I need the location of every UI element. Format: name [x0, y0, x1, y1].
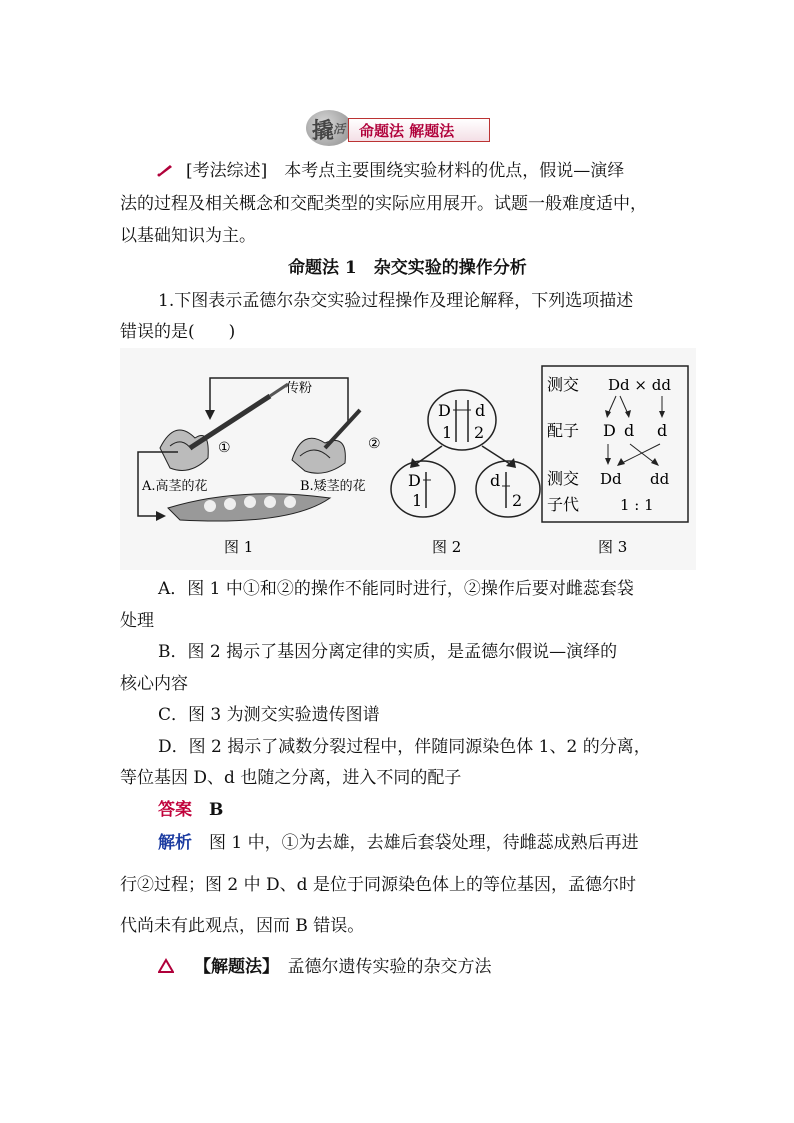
fig3-row1-label: 测交: [547, 375, 580, 394]
question-line1: 1.下图表示孟德尔杂交实验过程操作及理论解释，下列选项描述: [158, 291, 634, 311]
intro-text1: 本考点主要围绕实验材料的优点，假说—演绎: [284, 161, 625, 181]
fig1-mark1: ①: [218, 440, 231, 456]
explanation-line2: 行②过程；图 2 中 D、d 是位于同源染色体上的等位基因，孟德尔时: [120, 875, 636, 895]
option-B-line2: 核心内容: [120, 674, 188, 694]
fig2-caption: 图 2: [432, 538, 462, 556]
fig1-mark2: ②: [368, 436, 381, 452]
option-A-line2: 处理: [120, 611, 154, 631]
badge-tag: [333, 118, 490, 142]
answer-value: B: [209, 800, 224, 820]
figure-2: [391, 390, 540, 556]
figure-1: [138, 378, 381, 556]
intro-line3: 以基础知识为主。: [120, 226, 256, 246]
answer-label: 答案: [158, 800, 192, 820]
method-line: [194, 956, 674, 978]
seal-text: 撬: [312, 118, 335, 144]
fig2-top-D: D: [438, 401, 451, 420]
explanation-line3: 代尚未有此观点，因而 B 错误。: [120, 916, 365, 936]
answer-line: [158, 799, 358, 821]
explanation-text1: 图 1 中，①为去雄，去雄后套袋处理，待雌蕊成熟后再进: [209, 833, 639, 853]
fig3-row2-label: 配子: [547, 421, 580, 440]
intro-line2: 法的过程及相关概念和交配类型的实际应用展开。试题一般难度适中，: [120, 194, 647, 214]
badge-prefix: 活: [333, 122, 346, 136]
method-title: 孟德尔遗传实验的杂交方法: [287, 957, 492, 977]
option-D-line2: 等位基因 D、d 也随之分离，进入不同的配子: [120, 768, 462, 788]
fig3-ratio: 1 : 1: [620, 496, 654, 514]
section-title: 命题法 1 杂交实验的操作分析: [288, 258, 527, 278]
method-label: 【解题法】: [194, 957, 271, 977]
figure-3: [542, 366, 688, 556]
fig3-gamete-d1: d: [624, 421, 635, 440]
fig2-top-d: d: [475, 401, 486, 420]
fig3-offspring-dd: dd: [650, 470, 670, 488]
fig1-tall-label: A.高茎的花: [142, 479, 208, 494]
badge-title: 命题法 解题法: [359, 122, 455, 140]
option-B-line1: B．图 2 揭示了基因分离定律的实质，是孟德尔假说—演绎的: [158, 642, 618, 662]
fig2-right-d: d: [490, 471, 501, 490]
fig1-transfer-label: 传粉: [286, 381, 313, 396]
fig3-gamete-d2: d: [657, 421, 668, 440]
pen-icon: [156, 163, 174, 177]
fig2-top-1: 1: [442, 423, 453, 442]
fig3-caption: 图 3: [598, 538, 628, 556]
intro-line1: [186, 160, 686, 182]
explanation-label: 解析: [158, 833, 192, 853]
option-D-line1: D．图 2 揭示了减数分裂过程中，伴随同源染色体 1、2 的分离，: [158, 737, 651, 757]
fig3-row3-label: 测交: [547, 469, 580, 488]
fig1-short-label: B.矮茎的花: [300, 479, 366, 494]
experiment-figure: [120, 348, 696, 570]
fig2-left-1: 1: [412, 491, 423, 510]
fig3-cross: Dd × dd: [608, 376, 671, 394]
explanation-line1: [158, 832, 688, 854]
fig3-offspring-Dd: Dd: [600, 470, 622, 488]
figure-svg: [120, 348, 696, 570]
option-A-line1: A．图 1 中①和②的操作不能同时进行，②操作后要对雌蕊套袋: [158, 579, 634, 599]
fig2-right-2: 2: [512, 491, 523, 510]
fig3-gamete-D: D: [603, 421, 616, 440]
question-line2: 错误的是( ): [120, 322, 236, 342]
fig2-left-D: D: [408, 471, 421, 490]
fig2-top-2: 2: [474, 423, 485, 442]
fig3-row4-label: 子代: [547, 495, 580, 514]
section-badge: [306, 110, 490, 146]
intro-label: [考法综述]: [186, 161, 268, 181]
triangle-icon: [158, 958, 174, 974]
option-C-line1: C．图 3 为测交实验遗传图谱: [158, 705, 380, 725]
fig1-caption: 图 1: [224, 538, 254, 556]
